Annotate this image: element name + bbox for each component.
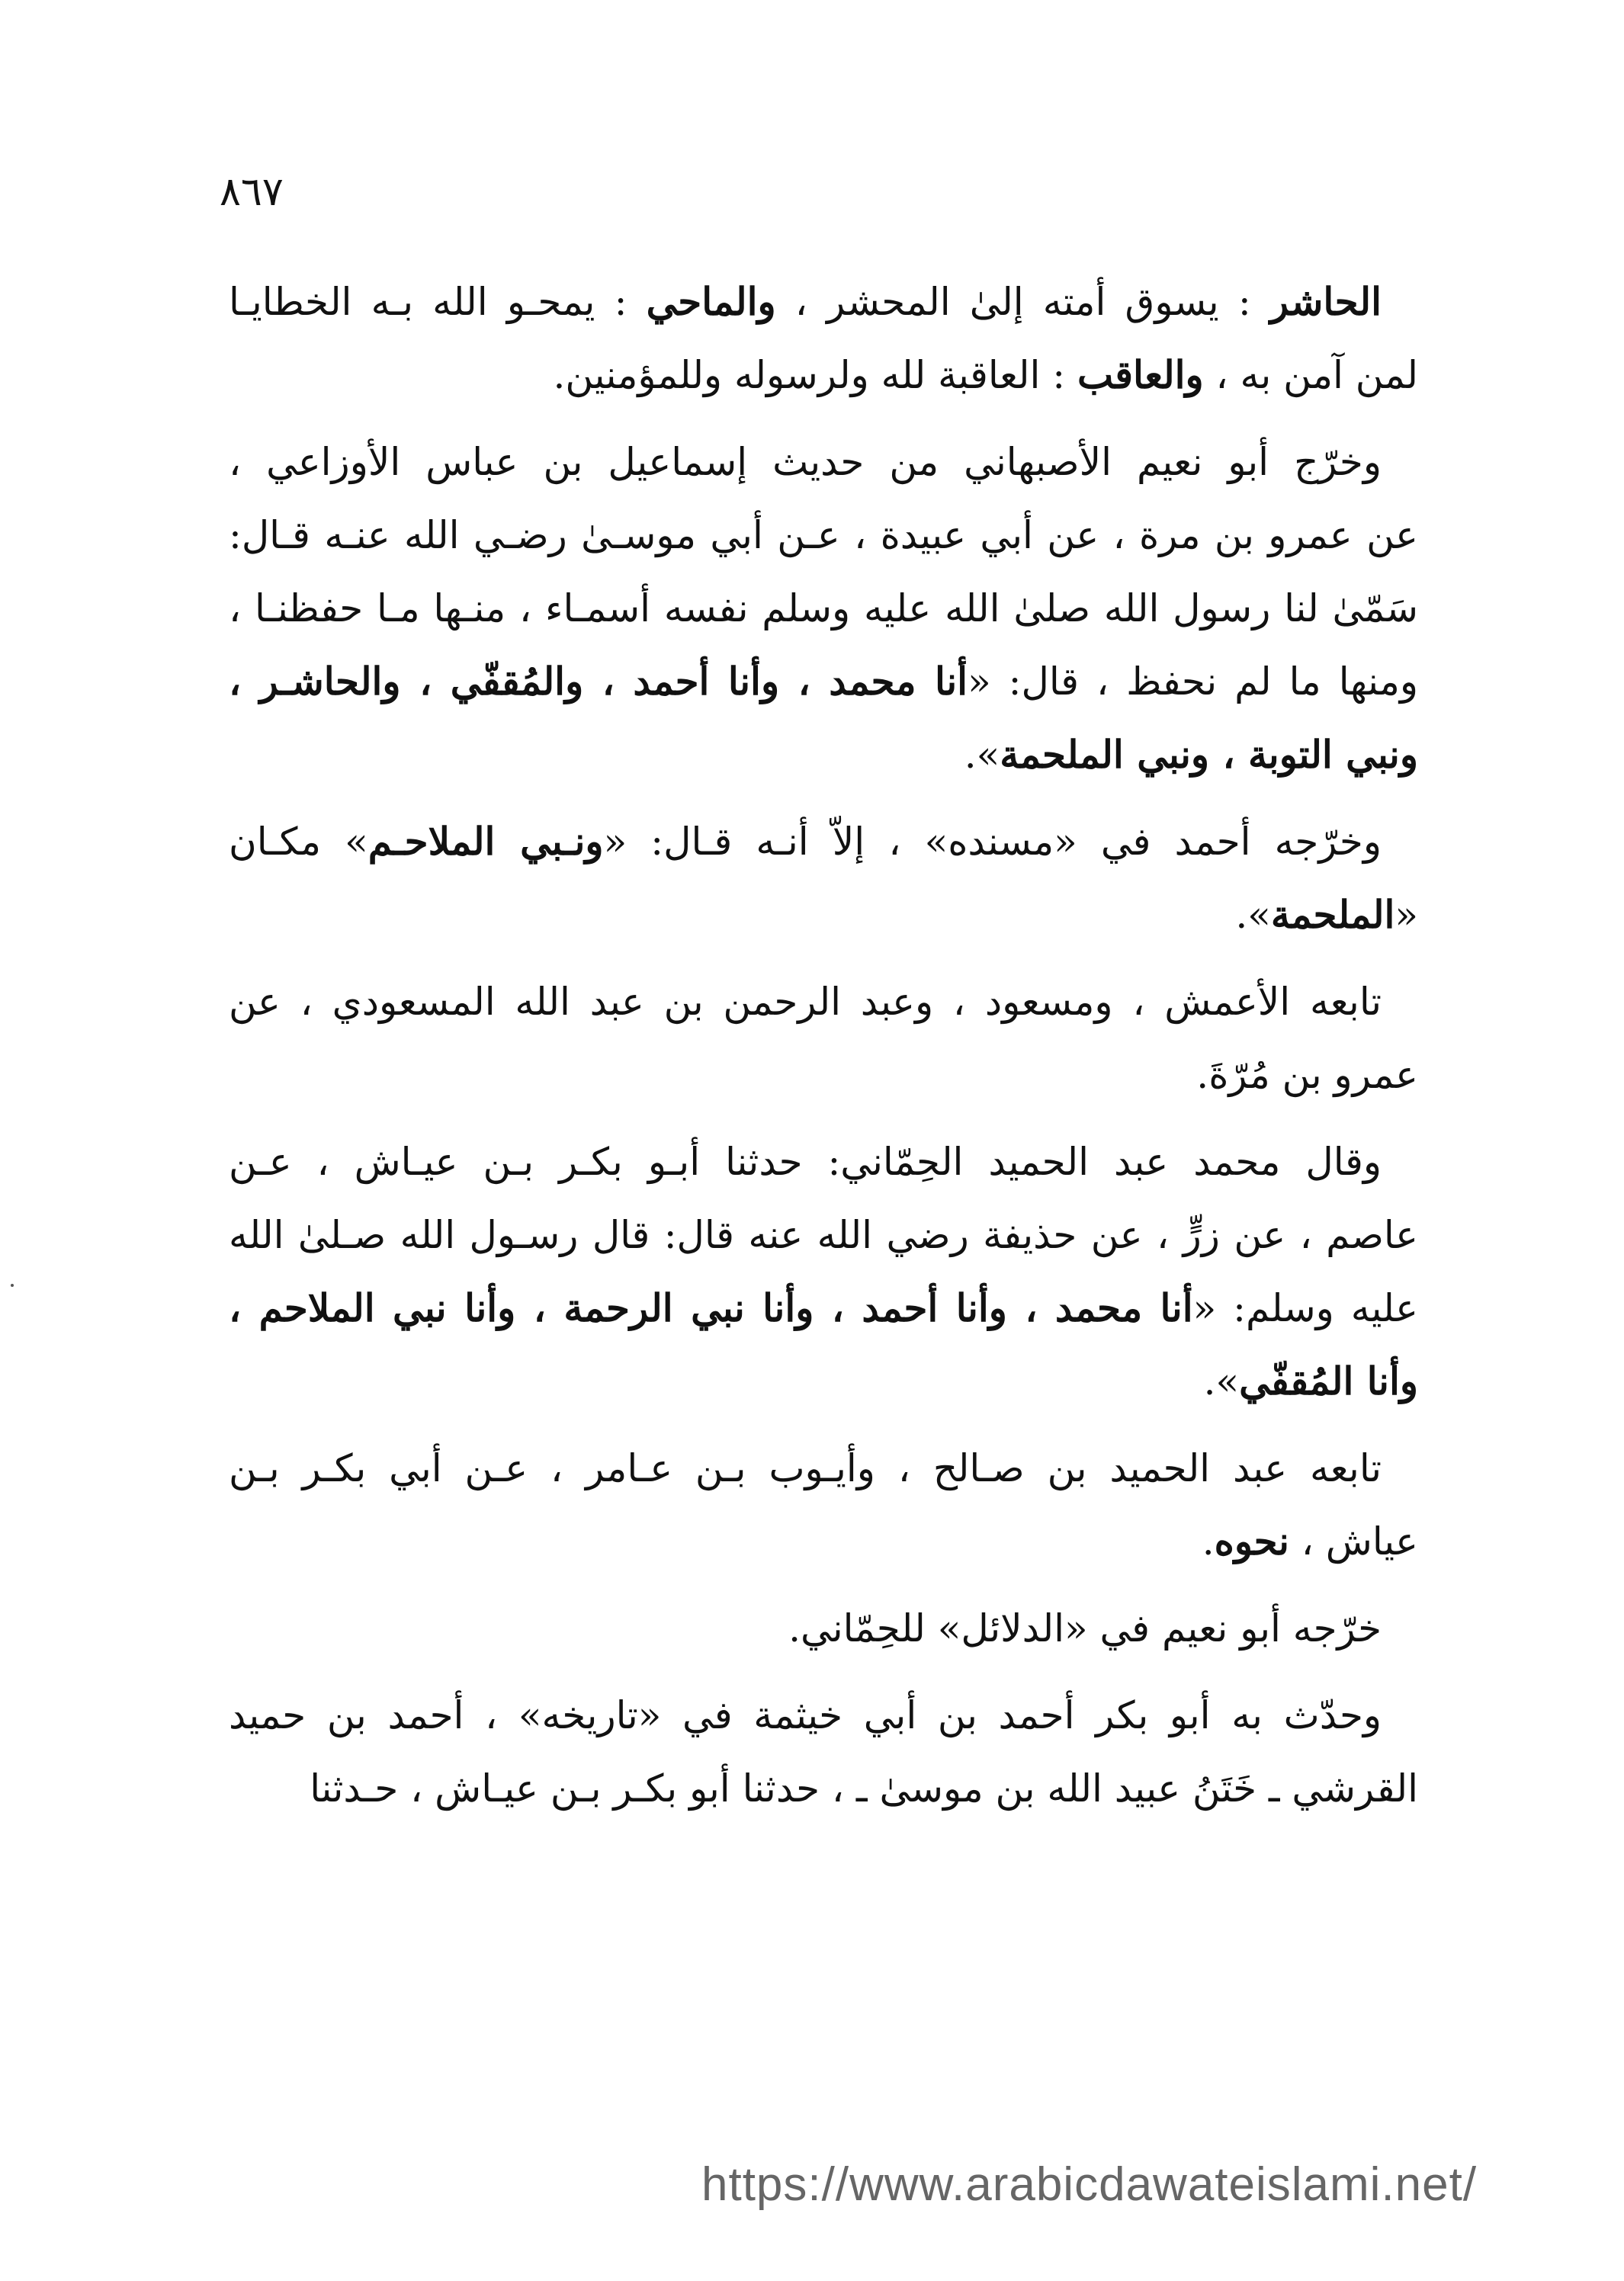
text-line <box>229 1038 1418 1112</box>
text-segment: عمرو بن مُرّةَ. <box>1196 1053 1418 1097</box>
text-line <box>229 1752 1418 1825</box>
text-line <box>229 1679 1418 1752</box>
text-line <box>229 1345 1418 1418</box>
text-segment: . <box>1202 1519 1215 1564</box>
scan-speck <box>11 1284 14 1287</box>
text-segment: : العاقبة لله ولرسوله وللمؤمنين. <box>553 353 1077 397</box>
bold-segment: الملحمة <box>1270 892 1395 937</box>
text-segment: ». <box>1235 893 1271 937</box>
text-line <box>229 965 1418 1038</box>
text-line <box>229 645 1418 718</box>
paragraph <box>229 265 1418 412</box>
text-segment: خرّجه أبو نعيم في «الدلائل» للحِمّاني. <box>788 1606 1382 1651</box>
bold-segment: أنا محمد ، وأنا أحمد ، والمُقفّي ، والحاشـر ، <box>229 659 968 704</box>
text-segment: عليه وسلم: « <box>1192 1286 1418 1330</box>
bold-segment: الحاشر <box>1269 279 1382 324</box>
bold-segment: والعاقب <box>1077 352 1204 397</box>
text-segment: » مكـان <box>229 820 368 864</box>
paragraph <box>229 1592 1418 1665</box>
text-segment: « <box>1395 893 1418 937</box>
paragraph <box>229 425 1418 791</box>
text-segment: وقال محمد عبد الحميد الحِمّاني: حدثنا أبـو بكـر بـن عيـاش ، عـن <box>229 1140 1382 1184</box>
bold-segment: نحوه <box>1214 1519 1289 1564</box>
text-segment: عن عمرو بن مرة ، عن أبي عبيدة ، عـن أبي موسـىٰ رضـي الله عنـه قـال: <box>229 513 1418 557</box>
bold-segment: أنا محمد ، وأنا أحمد ، وأنا نبي الرحمة ، وأنا نبي الملاحم ، <box>229 1285 1193 1330</box>
text-segment: سَمّىٰ لنا رسول الله صلىٰ الله عليه وسلم نفسه أسمـاء ، منـها مـا حفظنـا ، <box>229 586 1418 630</box>
text-line <box>229 878 1418 951</box>
text-segment: عاصم ، عن زرٍّ ، عن حذيفة رضي الله عنه قال: قال رسـول الله صـلىٰ الله <box>229 1213 1418 1257</box>
paragraph <box>229 1432 1418 1578</box>
paragraph <box>229 1679 1418 1825</box>
bold-segment: وأنا المُقفّي <box>1239 1359 1418 1404</box>
text-line <box>229 718 1418 791</box>
text-line <box>229 1432 1418 1505</box>
text-line <box>229 805 1418 878</box>
text-line <box>229 499 1418 572</box>
text-segment: تابعه الأعمش ، ومسعود ، وعبد الرحمن بن عبد الله المسعودي ، عن <box>229 980 1382 1024</box>
text-segment: ». <box>964 733 1000 777</box>
text-line <box>229 1592 1418 1665</box>
text-segment: لمن آمن به ، <box>1203 353 1418 397</box>
bold-segment: ونـبي الملاحـم <box>367 819 604 864</box>
paragraph <box>229 1125 1418 1418</box>
text-segment: وخرّج أبو نعيم الأصبهاني من حديث إسماعيل بن عباس الأوزاعي ، <box>229 440 1382 484</box>
paragraph <box>229 805 1418 951</box>
watermark-url: https://www.arabicdawateislami.net/ <box>701 2158 1478 2211</box>
text-line <box>229 338 1418 412</box>
text-line <box>229 572 1418 645</box>
text-segment: : يسوق أمته إلىٰ المحشر ، <box>775 280 1270 324</box>
text-segment: وخرّجه أحمد في «مسنده» ، إلاّ أنـه قـال: « <box>603 820 1382 864</box>
text-line <box>229 1272 1418 1345</box>
text-line <box>229 1125 1418 1198</box>
paragraph <box>229 965 1418 1112</box>
bold-segment: والماحي <box>646 279 776 324</box>
text-line <box>229 1505 1418 1578</box>
bold-segment: ونبي التوبة ، ونبي الملحمة <box>1000 732 1418 777</box>
text-line <box>229 1198 1418 1272</box>
text-segment: عياش ، <box>1289 1519 1418 1564</box>
body-text <box>229 265 1418 1839</box>
text-segment: تابعه عبد الحميد بن صـالح ، وأيـوب بـن عـامر ، عـن أبي بكـر بـن <box>229 1446 1382 1490</box>
page-number: ٨٦٧ <box>220 169 284 215</box>
text-line <box>229 265 1418 338</box>
text-segment: القرشي ـ خَتَنُ عبيد الله بن موسىٰ ـ ، حدثنا أبو بكـر بـن عيـاش ، حـدثنا <box>310 1766 1418 1811</box>
text-segment: ومنها ما لم نحفظ ، قال: « <box>968 659 1418 704</box>
text-line <box>229 425 1418 499</box>
text-segment: : يمحـو الله بـه الخطايـا <box>229 280 647 324</box>
text-segment: وحدّث به أبو بكر أحمد بن أبي خيثمة في «تاريخه» ، أحمد بن حميد <box>229 1693 1382 1737</box>
text-segment: ». <box>1203 1359 1240 1404</box>
